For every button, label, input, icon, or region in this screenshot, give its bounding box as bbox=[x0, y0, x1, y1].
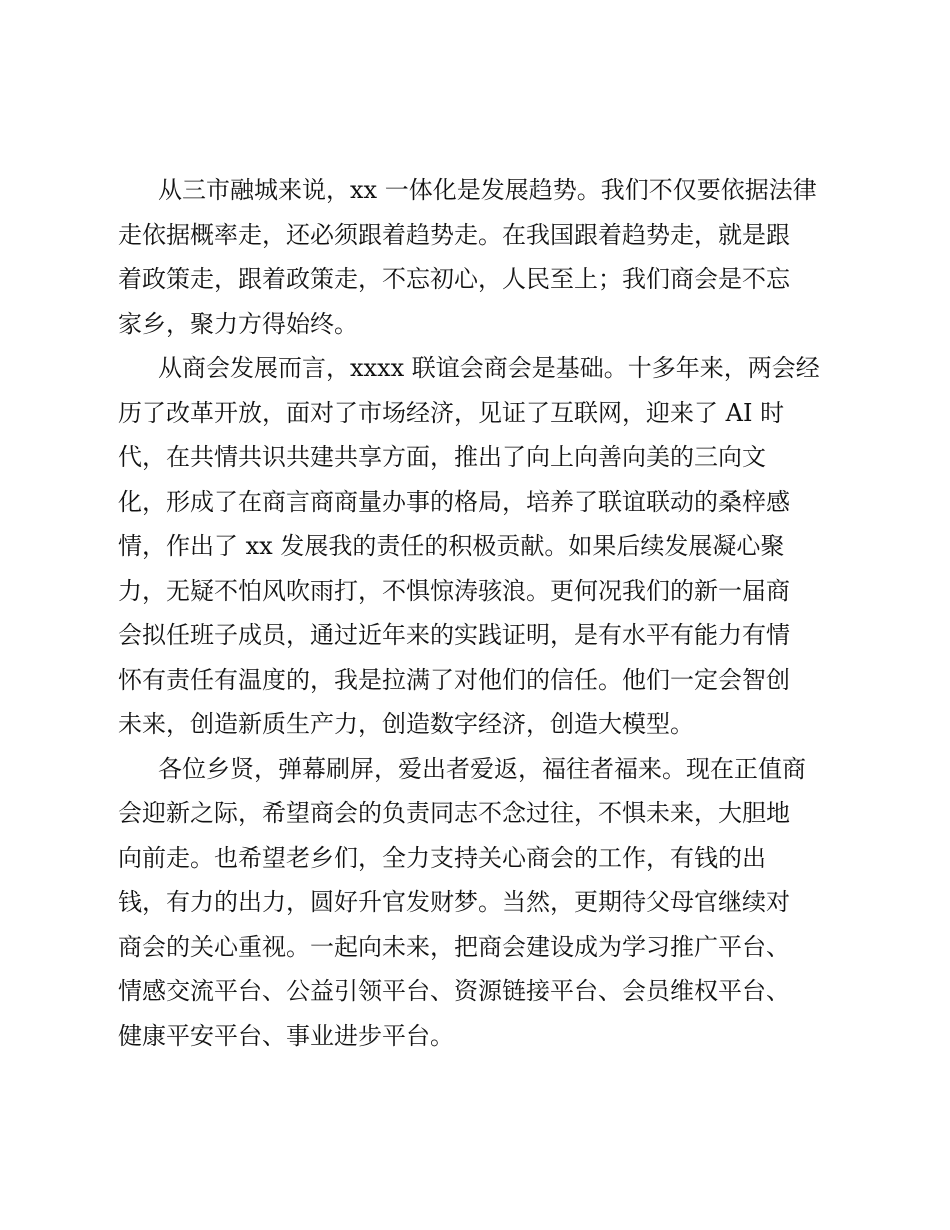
paragraph-1 bbox=[118, 168, 838, 346]
paragraph-line: 未来，创造新质生产力，创造数字经济，创造大模型。 bbox=[118, 710, 694, 738]
paragraph-line: 会迎新之际，希望商会的负责同志不念过往，不惧未来，大胆地 bbox=[118, 799, 790, 827]
paragraph-line: 钱，有力的出力，圆好升官发财梦。当然，更期待父母官继续对 bbox=[118, 888, 790, 916]
paragraph-line: 力，无疑不怕风吹雨打，不惧惊涛骇浪。更何况我们的新一届商 bbox=[118, 576, 790, 605]
paragraph-line: 历了改革开放，面对了市场经济，见证了互联网，迎来了 AI 时 bbox=[118, 398, 785, 427]
paragraph-line: 各位乡贤，弹幕刷屏，爱出者爱返，福往者福来。现在正值商 bbox=[158, 754, 806, 783]
paragraph-line: 怀有责任有温度的，我是拉满了对他们的信任。他们一定会智创 bbox=[118, 665, 790, 694]
paragraph-line: 会拟任班子成员，通过近年来的实践证明，是有水平有能力有情 bbox=[118, 621, 790, 649]
paragraph-line: 向前走。也希望老乡们，全力支持关心商会的工作，有钱的出 bbox=[118, 843, 766, 872]
paragraph-line: 情，作出了 xx 发展我的责任的积极贡献。如果后续发展凝心聚 bbox=[118, 532, 785, 560]
paragraph-line: 情感交流平台、公益引领平台、资源链接平台、会员维权平台、 bbox=[118, 977, 790, 1005]
paragraph-3 bbox=[118, 747, 838, 1059]
paragraph-line: 商会的关心重视。一起向未来，把商会建设成为学习推广平台、 bbox=[118, 932, 790, 961]
document-body bbox=[118, 168, 838, 1058]
paragraph-line: 从三市融城来说，xx 一体化是发展趋势。我们不仅要依据法律 bbox=[158, 176, 817, 204]
paragraph-line: 从商会发展而言，xxxx 联谊会商会是基础。十多年来，两会经 bbox=[158, 354, 820, 382]
paragraph-line: 化，形成了在商言商商量办事的格局，培养了联谊联动的桑梓感 bbox=[118, 487, 790, 516]
paragraph-line: 健康平安平台、事业进步平台。 bbox=[118, 1021, 454, 1050]
paragraph-line: 走依据概率走，还必须跟着趋势走。在我国跟着趋势走，就是跟 bbox=[118, 220, 790, 249]
paragraph-line: 代，在共情共识共建共享方面，推出了向上向善向美的三向文 bbox=[118, 443, 766, 471]
paragraph-line: 家乡，聚力方得始终。 bbox=[118, 309, 358, 338]
paragraph-2 bbox=[118, 346, 838, 747]
paragraph-line: 着政策走，跟着政策走，不忘初心，人民至上；我们商会是不忘 bbox=[118, 265, 790, 293]
